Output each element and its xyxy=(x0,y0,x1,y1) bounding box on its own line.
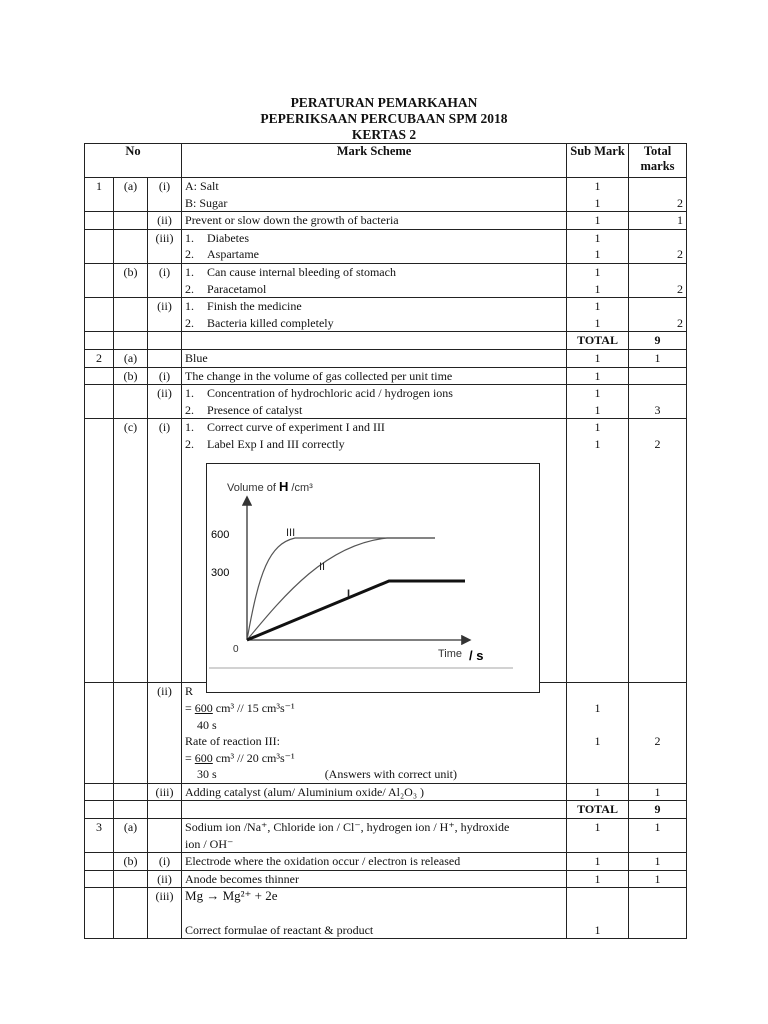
answer-cell: A: Salt B: Sugar xyxy=(182,178,567,212)
total-label: TOTAL xyxy=(567,801,629,819)
sub-mark: 1 1 xyxy=(567,298,629,332)
question-number: 1 xyxy=(85,178,114,212)
total-mark: 2 xyxy=(629,298,687,332)
answer-cell: Blue xyxy=(182,349,567,367)
total-mark: 3 xyxy=(629,385,687,419)
total-label: TOTAL xyxy=(567,332,629,350)
part-label: (a) xyxy=(114,178,148,212)
total-mark: 2 xyxy=(629,683,687,784)
total-mark: 1 xyxy=(629,853,687,871)
sub-mark: 1 xyxy=(567,783,629,801)
col-header-no: No xyxy=(85,144,182,178)
part-label: (b) xyxy=(114,367,148,385)
table-row xyxy=(85,888,687,939)
subpart-label: (i) xyxy=(148,178,182,212)
subpart-label: (iii) xyxy=(148,229,182,263)
answer-cell: Anode becomes thinner xyxy=(182,870,567,888)
answer-cell: Electrode where the oxidation occur / electron is released xyxy=(182,853,567,871)
subpart-label: (i) xyxy=(148,853,182,871)
table-row xyxy=(85,819,687,853)
answer-cell: The change in the volume of gas collected per unit time xyxy=(182,367,567,385)
total-mark: 1 xyxy=(629,783,687,801)
subpart-label: (ii) xyxy=(148,385,182,419)
total-row xyxy=(85,801,687,819)
x-axis-unit: / s xyxy=(469,648,484,663)
label-III: III xyxy=(286,527,296,539)
table-header-row xyxy=(85,144,687,178)
sub-mark: 1 xyxy=(567,367,629,385)
question-number: 2 xyxy=(85,349,114,367)
part-label: (b) xyxy=(114,263,148,297)
total-value: 9 xyxy=(629,332,687,350)
answer-cell: Mg → Mg²⁺ + 2e Correct formulae of reactant & product xyxy=(182,888,567,939)
part-label: (b) xyxy=(114,853,148,871)
total-mark: 1 xyxy=(629,212,687,230)
subpart-label: (i) xyxy=(148,419,182,683)
sub-mark: 1 xyxy=(567,212,629,230)
sub-mark: 1 1 xyxy=(567,683,629,784)
sub-mark: 1 xyxy=(567,349,629,367)
answer-cell: 1. Diabetes 2. Aspartame xyxy=(182,229,567,263)
label-I: I xyxy=(347,588,351,600)
answer-cell: R = 600 cm³ // 15 cm³s⁻¹ 40 s Rate of reaction III: = 600 cm³ // 20 cm³s⁻¹ 30 s (Answers with correct unit) xyxy=(182,683,567,784)
sub-mark: 1 1 xyxy=(567,385,629,419)
doc-title-line2: PEPERIKSAAN PERCUBAAN SPM 2018 xyxy=(260,111,508,126)
subpart-label: (ii) xyxy=(148,212,182,230)
total-mark: 2 xyxy=(629,178,687,212)
total-value: 9 xyxy=(629,801,687,819)
total-mark: 2 xyxy=(629,229,687,263)
table-row xyxy=(85,783,687,801)
answer-cell: Prevent or slow down the growth of bacteria xyxy=(182,212,567,230)
table-row xyxy=(85,870,687,888)
answer-cell: 1. Concentration of hydrochloric acid / hydrogen ions 2. Presence of catalyst xyxy=(182,385,567,419)
part-label: (a) xyxy=(114,349,148,367)
sub-mark: 1 1 xyxy=(567,229,629,263)
sub-mark: 1 xyxy=(567,819,629,853)
curve-II xyxy=(247,538,435,640)
curve-I xyxy=(247,581,465,640)
subpart-label: (i) xyxy=(148,263,182,297)
answer-cell: Sodium ion /Na⁺, Chloride ion / Cl⁻, hydrogen ion / H⁺, hydroxide ion / OH⁻ xyxy=(182,819,567,853)
subpart-label: (iii) xyxy=(148,783,182,801)
doc-title-line3: KERTAS 2 xyxy=(351,127,417,142)
table-row xyxy=(85,229,687,263)
answer-cell: 1. Correct curve of experiment I and III 2. Label Exp I and III correctly xyxy=(182,419,567,683)
table-row xyxy=(85,212,687,230)
table-row xyxy=(85,298,687,332)
curve-III xyxy=(247,538,435,640)
graph-svg xyxy=(207,464,539,692)
subpart-label: (iii) xyxy=(148,888,182,939)
volume-time-graph xyxy=(206,463,540,693)
total-mark: 1 xyxy=(629,870,687,888)
part-label: (a) xyxy=(114,819,148,853)
tick-600: 600 xyxy=(211,529,230,541)
sub-mark: 1 1 xyxy=(567,263,629,297)
table-row xyxy=(85,349,687,367)
question-number: 3 xyxy=(85,819,114,853)
table-row xyxy=(85,853,687,871)
part-label: (c) xyxy=(114,419,148,683)
answer-cell: Adding catalyst (alum/ Aluminium oxide/ Al₂O₃ ) xyxy=(182,783,567,801)
col-header-total: Total marks xyxy=(629,144,687,178)
answer-cell: 1. Finish the medicine 2. Bacteria killed completely xyxy=(182,298,567,332)
sub-mark: 1 1 xyxy=(567,419,629,683)
origin-label: 0 xyxy=(233,644,239,655)
col-header-sub: Sub Mark xyxy=(567,144,629,178)
total-mark: 1 xyxy=(629,349,687,367)
label-II: II xyxy=(319,561,326,573)
sub-mark: 1 1 xyxy=(567,178,629,212)
table-row xyxy=(85,683,687,784)
col-header-scheme: Mark Scheme xyxy=(182,144,567,178)
answer-cell: 1. Can cause internal bleeding of stomach 2. Paracetamol xyxy=(182,263,567,297)
subpart-label: (ii) xyxy=(148,298,182,332)
x-axis-label: Time xyxy=(438,648,463,660)
total-row xyxy=(85,332,687,350)
subpart-label: (ii) xyxy=(148,683,182,784)
table-row xyxy=(85,263,687,297)
subpart-label: (ii) xyxy=(148,870,182,888)
subpart-label: (i) xyxy=(148,367,182,385)
y-axis-label: Volume of H /cm³ xyxy=(227,479,313,494)
tick-300: 300 xyxy=(211,567,230,579)
sub-mark: 1 xyxy=(567,870,629,888)
total-mark: 2 xyxy=(629,263,687,297)
table-row xyxy=(85,178,687,212)
sub-mark: 1 xyxy=(567,853,629,871)
total-mark: 1 xyxy=(629,819,687,853)
table-row xyxy=(85,367,687,385)
sub-mark: 1 xyxy=(567,888,629,939)
table-row xyxy=(85,385,687,419)
doc-title-line1: PERATURAN PEMARKAHAN xyxy=(290,95,478,110)
total-mark: 2 xyxy=(629,419,687,683)
